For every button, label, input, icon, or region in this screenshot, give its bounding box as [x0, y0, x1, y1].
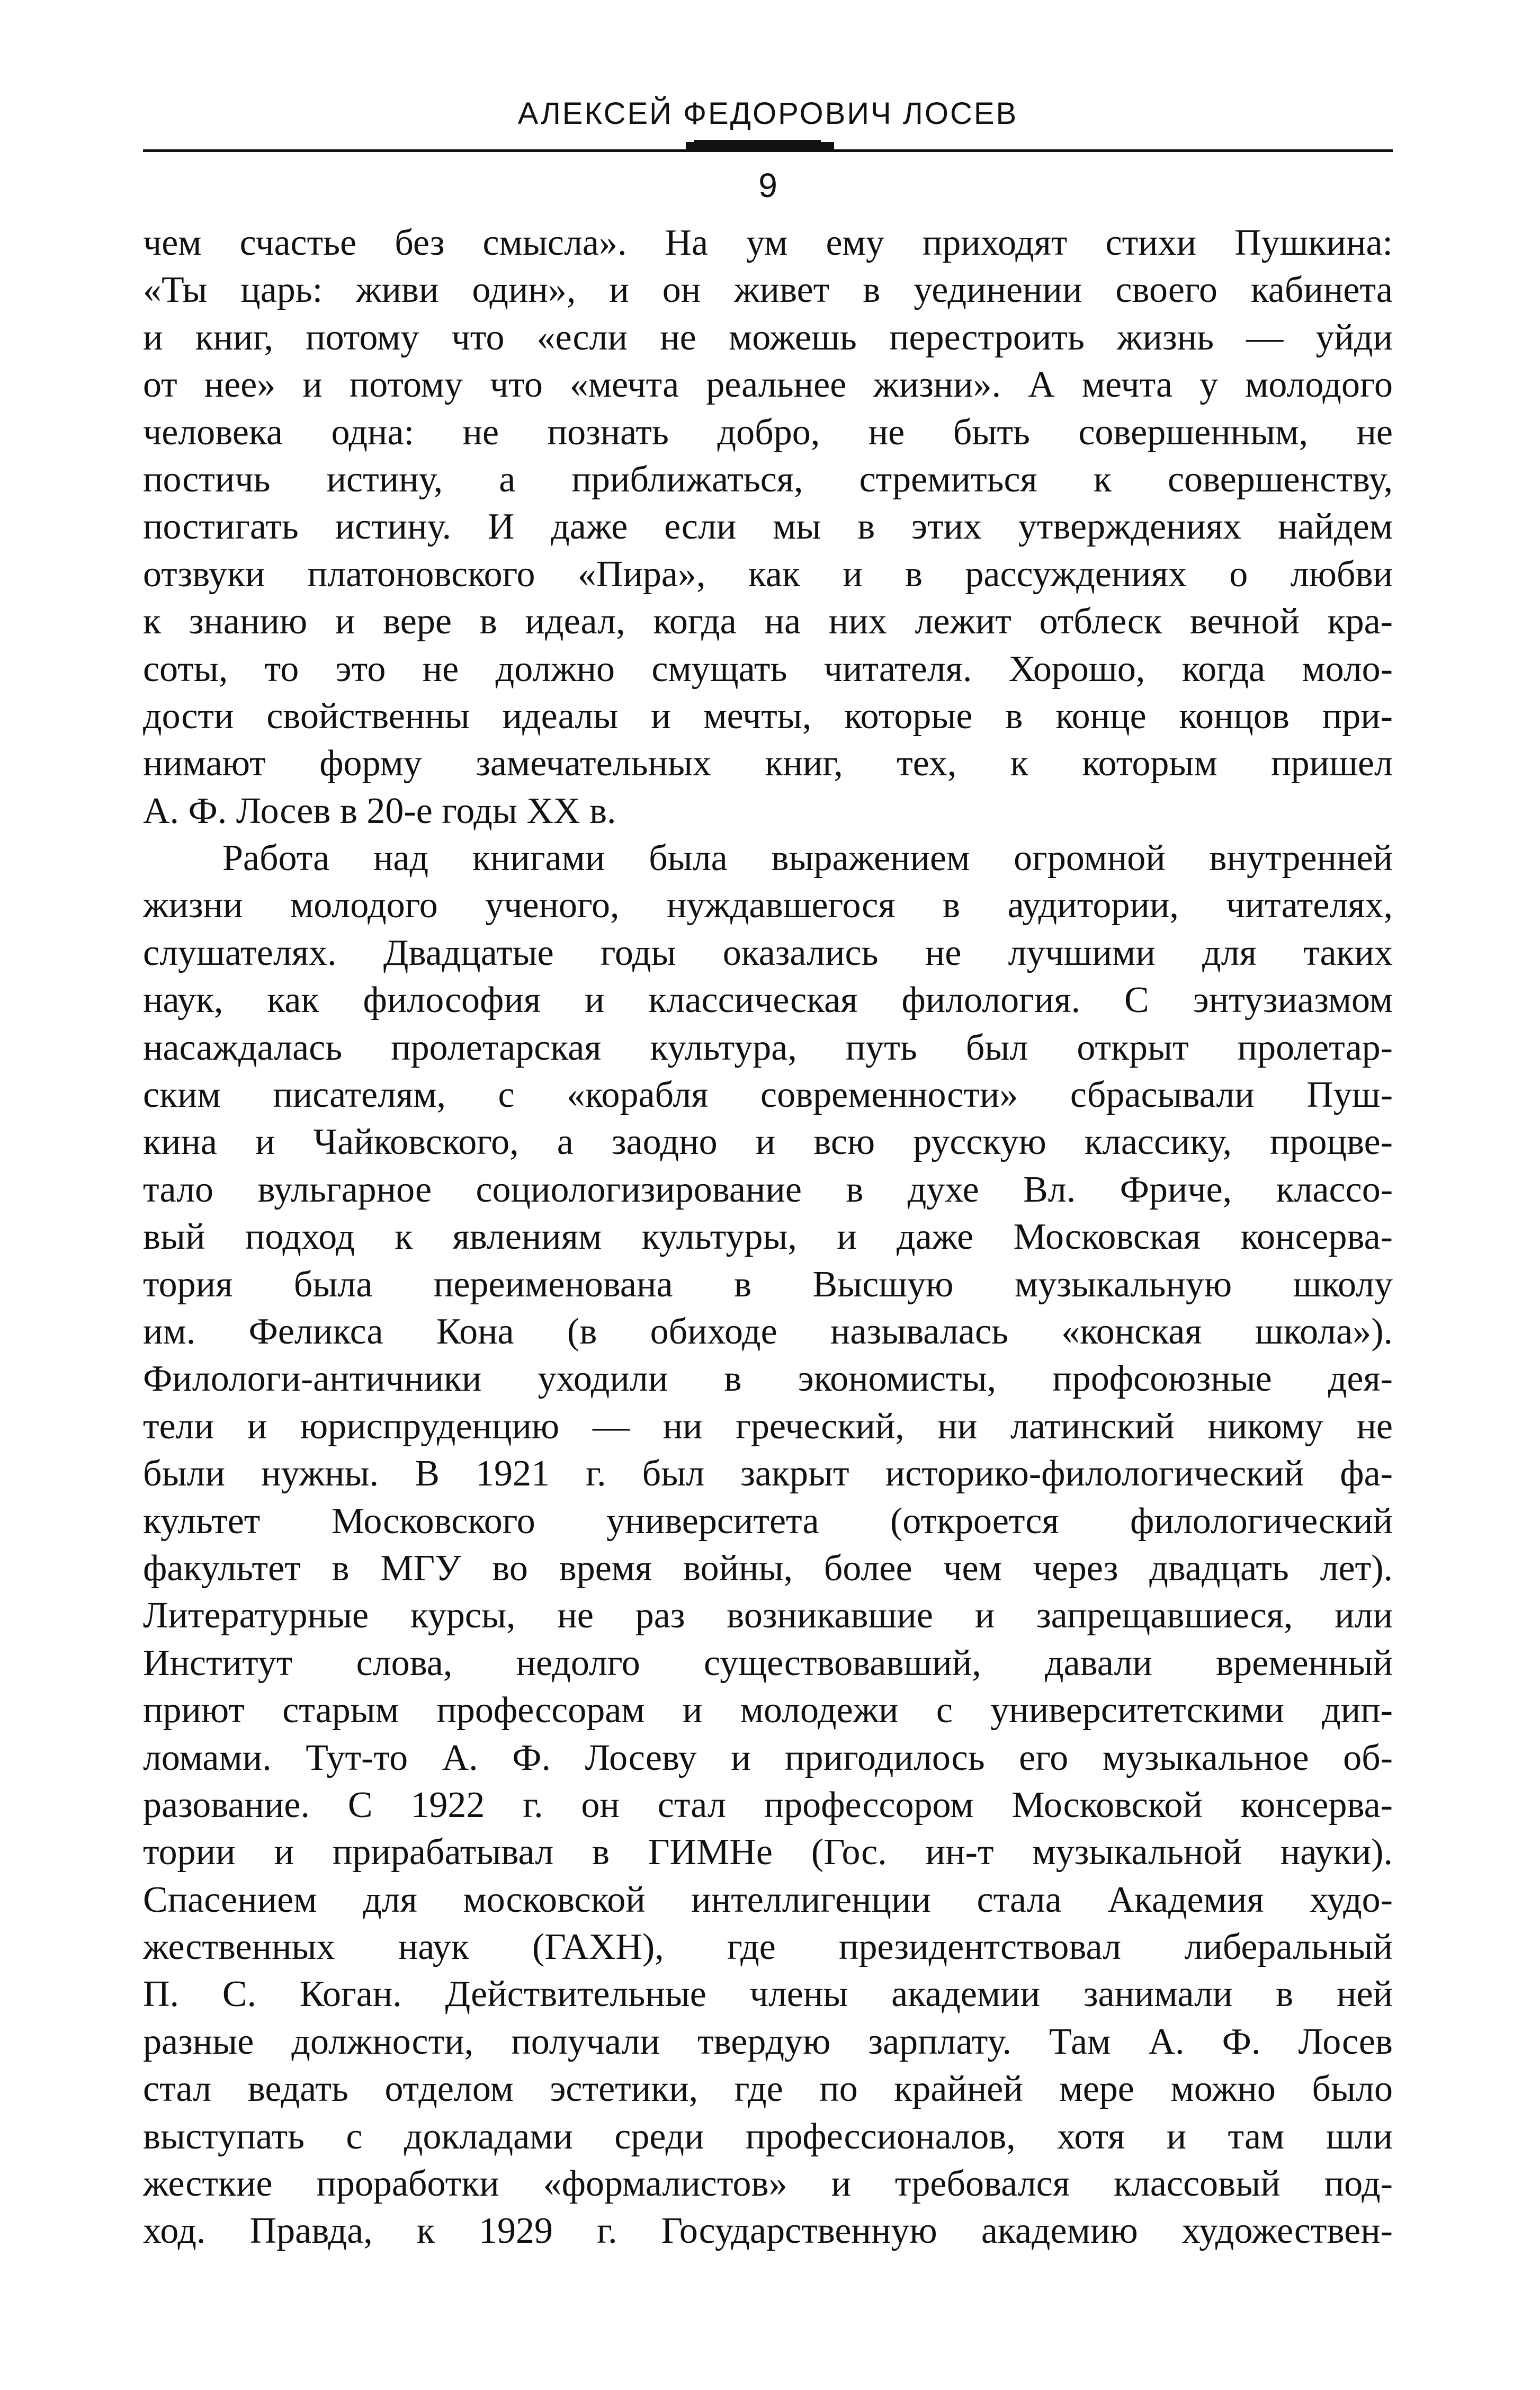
text-line: наук, как философия и классическая филология. С энтузиазмом: [143, 980, 1393, 1021]
text-line: вый подход к явлениям культуры, и даже Московская консерва-: [143, 1216, 1393, 1258]
text-line: ским писателям, с «корабля современности» сбрасывали Пуш-: [143, 1075, 1393, 1116]
paragraph: [143, 219, 1393, 835]
text-line: тало вульгарное социологизирование в духе Вл. Фриче, классо-: [143, 1169, 1393, 1210]
text-line: факультет в МГУ во время войны, более чем через двадцать лет).: [143, 1547, 1393, 1589]
text-line: к знанию и вере в идеал, когда на них лежит отблеск вечной кра-: [143, 601, 1393, 642]
text-line: от нее» и потому что «мечта реальнее жизни». А мечта у молодого: [143, 364, 1393, 406]
body-text: [143, 219, 1393, 2255]
text-line: тории и прирабатывал в ГИМНе (Гос. ин-т музыкальной науки).: [143, 1832, 1393, 1873]
text-line: ломами. Тут-то А. Ф. Лосеву и пригодилось его музыкальное об-: [143, 1737, 1393, 1778]
text-line: Спасением для московской интеллигенции стала Академия худо-: [143, 1879, 1393, 1920]
text-line: дости свойственны идеалы и мечты, которые в конце концов при-: [143, 695, 1393, 737]
text-line: человека одна: не познать добро, не быть совершенным, не: [143, 411, 1393, 453]
text-line: разование. С 1922 г. он стал профессором Московской консерва-: [143, 1784, 1393, 1825]
text-line: постигать истину. И даже если мы в этих утверждениях найдем: [143, 506, 1393, 548]
text-line: жественных наук (ГАХН), где президентствовал либеральный: [143, 1927, 1393, 1968]
text-line: тория была переименована в Высшую музыкальную школу: [143, 1264, 1393, 1305]
text-line: им. Феликса Кона (в обиходе называлась «конская школа»).: [143, 1311, 1393, 1352]
text-line: кина и Чайковского, а заодно и всю русскую классику, процве-: [143, 1122, 1393, 1163]
text-line: культет Московского университета (откроется филологический: [143, 1500, 1393, 1542]
text-line: Литературные курсы, не раз возникавшие и запрещавшиеся, или: [143, 1595, 1393, 1636]
text-line: постичь истину, а приближаться, стремиться к совершенству,: [143, 459, 1393, 500]
text-line: разные должности, получали твердую зарплату. Там А. Ф. Лосев: [143, 2021, 1393, 2062]
text-line: чем счастье без смысла». На ум ему приходят стихи Пушкина:: [143, 222, 1393, 263]
text-line: тели и юриспруденцию — ни греческий, ни латинский никому не: [143, 1406, 1393, 1447]
text-line: нимают форму замечательных книг, тех, к которым пришел: [143, 743, 1393, 784]
header-rule: [143, 140, 1393, 161]
paragraph: [143, 835, 1393, 2255]
text-line: выступать с докладами среди профессионалов, хотя и там шли: [143, 2116, 1393, 2157]
running-title: АЛЕКСЕЙ ФЕДОРОВИЧ ЛОСЕВ: [517, 96, 1018, 131]
text-line: Работа над книгами была выражением огромной внутренней: [222, 838, 1393, 879]
text-line: отзвуки платоновского «Пира», как и в рассуждениях о любви: [143, 553, 1393, 595]
text-line: П. С. Коган. Действительные члены академии занимали в ней: [143, 1974, 1393, 2015]
text-line: А. Ф. Лосев в 20-е годы XX в.: [143, 790, 616, 831]
text-line: приют старым профессорам и молодежи с университетскими дип-: [143, 1690, 1393, 1731]
text-line: были нужны. В 1921 г. был закрыт историко-филологический фа-: [143, 1453, 1393, 1494]
text-line: ход. Правда, к 1929 г. Государственную академию художествен-: [143, 2210, 1393, 2252]
text-line: «Ты царь: живи один», и он живет в уединении своего кабинета: [143, 270, 1393, 311]
text-line: жизни молодого ученого, нуждавшегося в аудитории, читателях,: [143, 885, 1393, 926]
text-line: Институт слова, недолго существовавший, давали временный: [143, 1642, 1393, 1684]
text-line: соты, то это не должно смущать читателя. Хорошо, когда моло-: [143, 648, 1393, 690]
page-number: 9: [758, 166, 777, 204]
header-rule-tab-block: [686, 142, 834, 151]
text-line: насаждалась пролетарская культура, путь был открыт пролетар-: [143, 1027, 1393, 1068]
text-line: Филологи-античники уходили в экономисты, профсоюзные дея-: [143, 1358, 1393, 1400]
text-line: слушателях. Двадцатые годы оказались не лучшими для таких: [143, 932, 1393, 973]
text-line: и книг, потому что «если не можешь перестроить жизнь — уйди: [143, 317, 1393, 358]
text-line: стал ведать отделом эстетики, где по крайней мере можно было: [143, 2069, 1393, 2110]
text-line: жесткие проработки «формалистов» и требовался классовый под-: [143, 2163, 1393, 2205]
book-page: [143, 95, 1393, 2255]
